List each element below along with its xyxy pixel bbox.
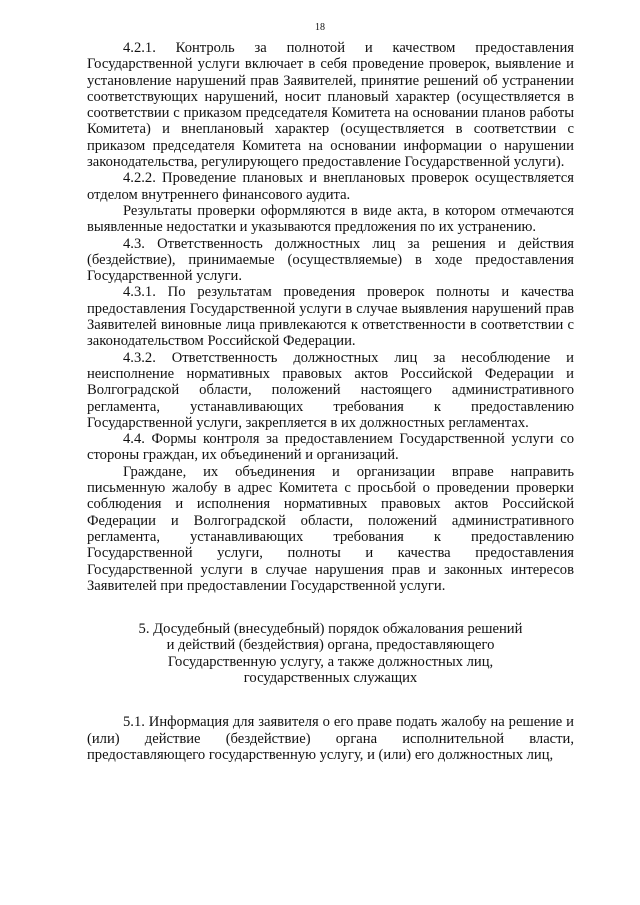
page-number: 18 [315,22,325,33]
paragraph-4-3-2: 4.3.2. Ответственность должностных лиц за несоблюдение и неисполнение нормативных правовых актов Российской Федерации и Волгоградской области, положений настоящего административного регламента, устанавливающих требования к предоставлению Государственной услуги, закрепляется в их должностных регламентах. [87,349,574,431]
paragraph-4-3-1: 4.3.1. По результатам проведения проверок полноты и качества предоставления Государственной услуги в случае выявления нарушений прав Заявителей виновные лица привлекаются к ответственности в соответствии с законодательством Российской Федерации. [87,284,574,350]
paragraph-4-4: 4.4. Формы контроля за предоставлением Государственной услуги со стороны граждан, их объединений и организаций. [87,431,574,464]
section-5-heading [87,621,574,686]
paragraph-4-2-2: 4.2.2. Проведение плановых и внеплановых проверок осуществляется отделом внутреннего финансового аудита. [87,170,574,203]
document-body [87,40,574,763]
section-5-heading-line: государственных служащих [243,669,418,686]
section-5-heading-line: и действий (бездействия) органа, предоставляющего [166,637,495,654]
section-5-heading-line: 5. Досудебный (внесудебный) порядок обжалования решений [138,621,523,638]
paragraph-4-3: 4.3. Ответственность должностных лиц за решения и действия (бездействие), принимаемые (осуществляемые) в ходе предоставления Государственной услуги. [87,235,574,285]
section-5-heading-line: Государственную услугу, а также должностных лиц, [167,653,494,670]
paragraph-citizens-complaint: Граждане, их объединения и организации вправе направить письменную жалобу в адрес Комитета с просьбой о проведении проверки соблюдения и исполнения нормативных правовых актов Российской Федерации и Волгоградской области, положений административного регламента, устанавливающих требования к предоставлению Государственной услуги, полноты и качества предоставления Государственной услуги в случае нарушения прав и законных интересов Заявителей при предоставлении Государственной услуги. [87,463,574,594]
paragraph-4-2-1: 4.2.1. Контроль за полнотой и качеством предоставления Государственной услуги включает в себя проведение проверок, выявление и установление нарушений прав Заявителей, принятие решений об устранении соответствующих нарушений, носит плановый характер (осуществляется в соответствии с приказом председателя Комитета на основании планов работы Комитета) и внеплановый характер (осуществляется в соответствии с приказом председателя Комитета на основании информации о нарушении законодательства, регулирующего предоставление Государственной услуги). [87,40,574,171]
paragraph-inspection-results: Результаты проверки оформляются в виде акта, в котором отмечаются выявленные недостатки и указываются предложения по их устранению. [87,202,574,236]
paragraph-5-1: 5.1. Информация для заявителя о его праве подать жалобу на решение и (или) действие (бездействие) органа исполнительной власти, предоставляющего государственную услугу, и (или) его должностных лиц, [87,714,574,763]
